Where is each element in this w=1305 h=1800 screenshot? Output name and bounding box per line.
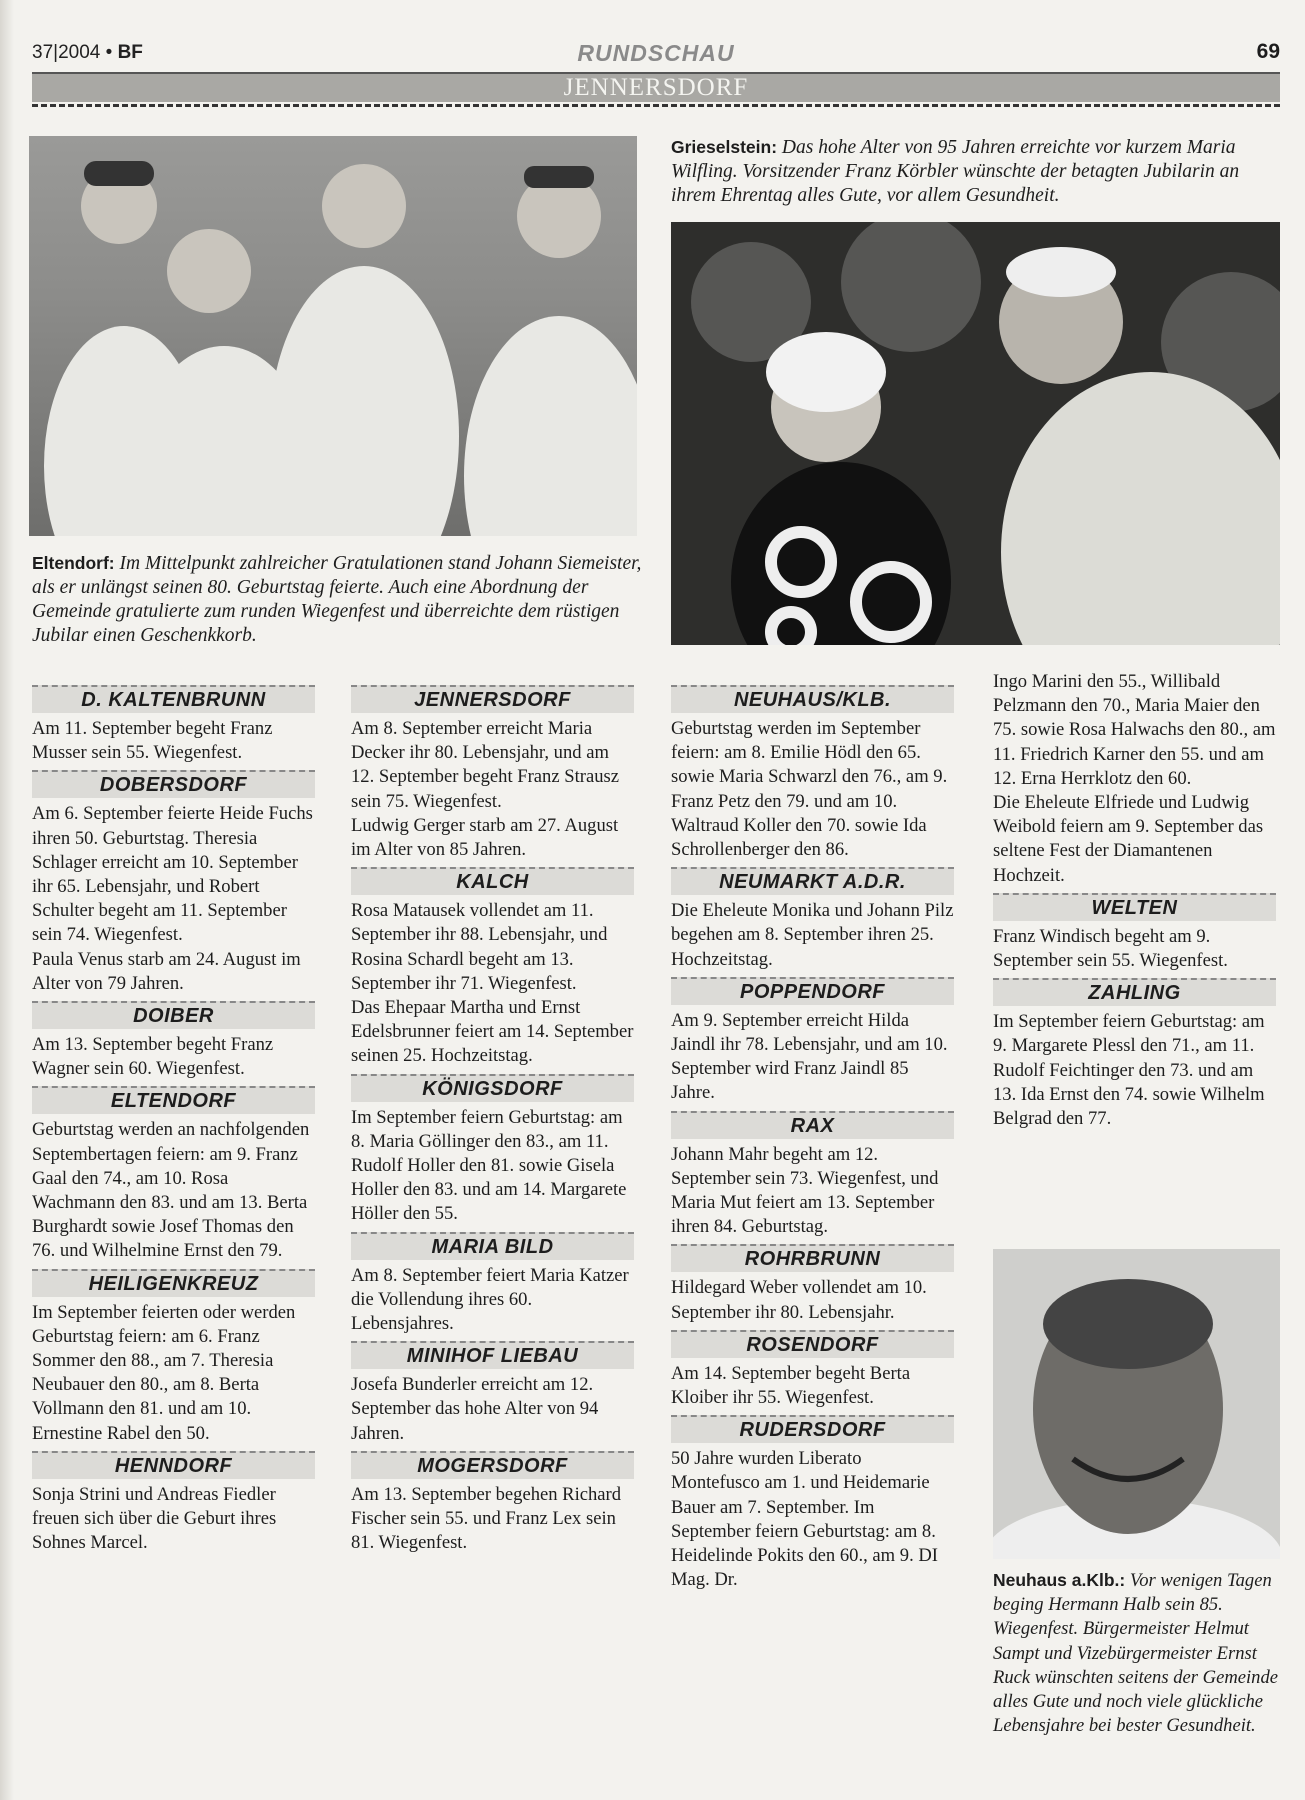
news-section	[351, 1232, 634, 1337]
section-paragraph: Franz Windisch begeht am 9. September sein 55. Wiegenfest.	[993, 925, 1228, 972]
section-paragraph: Im September feiern Geburtstag: am 8. Maria Göllinger den 83., am 11. Rudolf Holler den 81. sowie Gisela Holler den 83. und am 14. Margarete Höller den 55.	[351, 1106, 627, 1225]
section-paragraph: Paula Venus starb am 24. August im Alter von 79 Jahren.	[32, 948, 301, 994]
section-paragraph: 50 Jahre wurden Liberato Montefusco am 1. und Heidemarie Bauer am 7. September. Im September feiern Geburtstag: am 8. Heidelinde Pokits den 60., am 9. DI Mag. Dr.	[671, 1448, 938, 1591]
section-heading: ZAHLING	[993, 978, 1276, 1006]
caption-eltendorf: Eltendorf: Im Mittelpunkt zahlreicher Gratulationen stand Johann Siemeister, als er unlängst seinen 80. Geburtstag feierte. Auch eine Abordnung der Gemeinde gratulierte zum runden Wiegenfest und überreichte dem rüstigen Jubilar einen Geschenkkorb.	[32, 553, 642, 646]
section-paragraph: Hildegard Weber vollendet am 10. September ihr 80. Lebensjahr.	[671, 1277, 927, 1323]
section-heading: KÖNIGSDORF	[351, 1074, 634, 1102]
section-heading: MINIHOF LIEBAU	[351, 1341, 634, 1369]
section-heading: ROHRBRUNN	[671, 1244, 954, 1272]
section-heading: MOGERSDORF	[351, 1451, 634, 1479]
section-heading: D. KALTENBRUNN	[32, 685, 315, 713]
section-paragraph: Das Ehepaar Martha und Ernst Edelsbrunner feiert am 14. September seinen 25. Hochzeitstag.	[351, 997, 634, 1067]
section-heading: MARIA BILD	[351, 1232, 634, 1260]
section-heading: RAX	[671, 1111, 954, 1139]
section-paragraph: Im September feierten oder werden Geburtstag feiern: am 6. Franz Sommer den 88., am 7. Theresia Neubauer den 80., am 8. Berta Vollmann den 81. und am 10. Ernestine Rabel den 50.	[32, 1301, 296, 1444]
section-paragraph: Am 13. September begehen Richard Fischer sein 55. und Franz Lex sein 81. Wiegenfest.	[351, 1483, 622, 1554]
news-section	[32, 1451, 315, 1556]
section-heading: NEUMARKT A.D.R.	[671, 867, 954, 895]
news-section	[351, 1341, 634, 1446]
section-heading: DOBERSDORF	[32, 770, 315, 798]
news-section	[671, 1111, 954, 1240]
photo-neuhaus	[993, 1249, 1280, 1559]
news-section	[32, 770, 315, 996]
issue-number: 37|2004 • BF	[32, 42, 143, 63]
news-section	[351, 1451, 634, 1556]
divider	[32, 104, 1280, 107]
page-header	[32, 40, 1280, 66]
section-title: JENNERSDORF	[32, 72, 1280, 102]
section-heading: WELTEN	[993, 893, 1276, 921]
news-section	[671, 685, 954, 862]
news-section	[351, 685, 634, 862]
news-section	[32, 1001, 315, 1081]
section-paragraph: Am 8. September erreicht Maria Decker ihr 80. Lebensjahr, und am 12. September begeht Franz Strausz sein 75. Wiegenfest.	[351, 718, 619, 812]
section-paragraph: Rosa Matausek vollendet am 11. September ihr 88. Lebensjahr, und Rosina Schardl begeht am 13. September ihr 71. Wiegenfest.	[351, 900, 608, 994]
section-paragraph: Am 11. September begeht Franz Musser sein 55. Wiegenfest.	[32, 718, 273, 764]
news-section	[32, 685, 315, 765]
text-column	[671, 680, 954, 1592]
news-section	[993, 978, 1276, 1131]
section-paragraph: Ludwig Gerger starb am 27. August im Alter von 85 Jahren.	[351, 814, 619, 861]
photo-grieselstein	[671, 222, 1280, 645]
news-section	[351, 867, 634, 1068]
text-column	[32, 680, 315, 1555]
page-number: 69	[1256, 40, 1280, 63]
section-heading: KALCH	[351, 867, 634, 895]
section-paragraph: Am 13. September begeht Franz Wagner sein 60. Wiegenfest.	[32, 1034, 274, 1080]
section-paragraph: Sonja Strini und Andreas Fiedler freuen sich über die Geburt ihres Sohnes Marcel.	[32, 1483, 277, 1554]
caption-neuhaus: Neuhaus a.Klb.: Vor wenigen Tagen beging Hermann Halb sein 85. Wiegenfest. Bürgermeister Helmut Sampt und Vizebürgermeister Ernst Ruck wünschten seitens der Gemeinde alles Gute und noch viele glückliche Lebensjahre bei bester Gesundheit.	[993, 1570, 1279, 1737]
section-paragraph: Am 9. September erreicht Hilda Jaindl ihr 78. Lebensjahr, und am 10. September wird Franz Jaindl 85 Jahre.	[671, 1009, 948, 1104]
news-section	[993, 670, 1276, 888]
section-paragraph: Geburtstag werden im September feiern: am 8. Emilie Hödl den 65. sowie Maria Schwarzl den 76., am 9. Franz Petz den 79. und am 10. Waltraud Koller den 70. sowie Ida Schrollenberger den 86.	[671, 718, 948, 861]
caption-grieselstein: Grieselstein: Das hohe Alter von 95 Jahren erreichte vor kurzem Maria Wilfling. Vorsitzender Franz Körbler wünschte der betagten Jubilarin an ihrem Ehrentag alles Gute, vor allem Gesundheit.	[671, 137, 1240, 206]
section-paragraph: Die Eheleute Monika und Johann Pilz begehen am 8. September ihren 25. Hochzeitstag.	[671, 900, 954, 970]
news-section	[351, 1074, 634, 1227]
section-heading: JENNERSDORF	[351, 685, 634, 713]
section-heading: RUDERSDORF	[671, 1415, 954, 1443]
section-heading: ROSENDORF	[671, 1330, 954, 1358]
section-heading: POPPENDORF	[671, 977, 954, 1005]
news-section	[671, 867, 954, 972]
section-heading: ELTENDORF	[32, 1086, 315, 1114]
section-paragraph: Am 14. September begeht Berta Kloiber ihr 55. Wiegenfest.	[671, 1362, 911, 1409]
news-section	[671, 977, 954, 1106]
news-section	[671, 1330, 954, 1410]
section-paragraph: Am 8. September feiert Maria Katzer die Vollendung ihres 60. Lebensjahres.	[351, 1264, 629, 1335]
news-section	[32, 1269, 315, 1446]
photo-eltendorf	[29, 136, 637, 536]
section-paragraph: Ingo Marini den 55., Willibald Pelzmann den 70., Maria Maier den 75. sowie Rosa Halwachs den 80., am 11. Friedrich Karner den 55. und am 12. Erna Herrklotz den 60.	[993, 671, 1276, 789]
section-heading: HENNDORF	[32, 1451, 315, 1479]
news-section	[32, 1086, 315, 1263]
publication-title: RUNDSCHAU	[577, 40, 735, 66]
news-section	[671, 1415, 954, 1592]
section-paragraph: Die Eheleute Elfriede und Ludwig Weibold feiern am 9. September das seltene Fest der Diamantenen Hochzeit.	[993, 792, 1264, 886]
section-heading: HEILIGENKREUZ	[32, 1269, 315, 1297]
section-paragraph: Im September feiern Geburtstag: am 9. Margarete Plessl den 71., am 11. Rudolf Feichtinger den 73. und am 13. Ida Ernst den 74. sowie Wilhelm Belgrad den 77.	[993, 1011, 1265, 1130]
section-paragraph: Geburtstag werden an nachfolgenden Septembertagen feiern: am 9. Franz Gaal den 74., am 10. Rosa Wachmann den 83. und am 13. Berta Burghardt sowie Josef Thomas den 76. und Wilhelmine Ernst den 79.	[32, 1119, 310, 1262]
section-paragraph: Am 6. September feierte Heide Fuchs ihren 50. Geburtstag. Theresia Schlager erreicht am 10. September ihr 65. Lebensjahr, und Robert Schulter begeht am 11. September sein 74. Wiegenfest.	[32, 803, 313, 946]
section-heading: DOIBER	[32, 1001, 315, 1029]
section-paragraph: Josefa Bunderler erreicht am 12. September das hohe Alter von 94 Jahren.	[351, 1374, 599, 1444]
news-section	[671, 1244, 954, 1324]
text-column	[351, 680, 634, 1555]
text-column	[993, 670, 1276, 1131]
section-heading: NEUHAUS/KLB.	[671, 685, 954, 713]
page-edge	[0, 0, 14, 1800]
section-paragraph: Johann Mahr begeht am 12. September sein 73. Wiegenfest, und Maria Mut feiert am 13. September ihren 84. Geburtstag.	[671, 1143, 939, 1238]
news-section	[993, 893, 1276, 973]
